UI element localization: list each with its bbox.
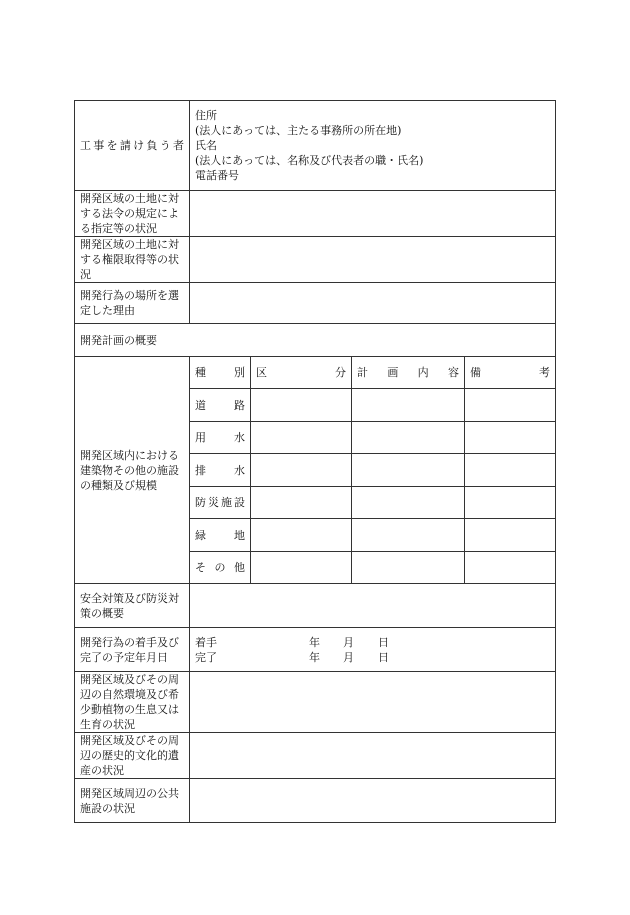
facility-type-green-space: 緑地	[190, 519, 251, 552]
plan-overview-row	[75, 324, 556, 357]
facility-plan	[352, 487, 465, 519]
finish-day-unit: 日	[378, 650, 389, 664]
start-label: 着手	[195, 635, 217, 649]
safety-overview-label: 安全対策及び防災対策の概要	[75, 584, 190, 628]
header-type: 種別	[190, 357, 251, 389]
header-plan: 計画内容	[352, 357, 465, 389]
contractor-row	[75, 101, 556, 191]
start-date-line	[195, 635, 550, 650]
facility-remarks	[465, 487, 556, 519]
finish-date-line	[195, 650, 550, 665]
facility-remarks	[465, 389, 556, 422]
heritage-row	[75, 733, 556, 779]
environment-row	[75, 672, 556, 733]
header-division: 区分	[251, 357, 352, 389]
facility-division	[251, 519, 352, 552]
facility-remarks	[465, 519, 556, 552]
phone-label: 電話番号	[195, 169, 239, 182]
name-label: 氏名	[195, 139, 217, 152]
legal-designation-label: 開発区域の土地に対する法令の規定による指定等の状況	[75, 191, 190, 237]
facility-division	[251, 552, 352, 584]
facility-plan	[352, 519, 465, 552]
facility-division	[251, 389, 352, 422]
rights-acquisition-row	[75, 237, 556, 283]
finish-label: 完了	[195, 650, 217, 664]
facility-division	[251, 454, 352, 487]
facility-division	[251, 487, 352, 519]
facility-plan	[352, 552, 465, 584]
facility-type-disaster-prevention: 防災施設	[190, 487, 251, 519]
contractor-label: 工事を請け負う者	[80, 139, 184, 152]
start-day-unit: 日	[378, 635, 389, 649]
legal-designation-value	[190, 191, 556, 237]
schedule-value	[190, 628, 556, 672]
start-year-unit: 年	[309, 635, 320, 649]
public-facilities-row	[75, 779, 556, 823]
public-facilities-value	[190, 779, 556, 823]
contractor-details-cell	[190, 101, 556, 191]
schedule-label: 開発行為の着手及び完了の予定年月日	[75, 628, 190, 672]
heritage-value	[190, 733, 556, 779]
facility-type-other: その他	[190, 552, 251, 584]
site-reason-label: 開発行為の場所を選定した理由	[75, 283, 190, 324]
facility-plan	[352, 422, 465, 454]
safety-overview-row	[75, 584, 556, 628]
facility-type-road: 道路	[190, 389, 251, 422]
legal-designation-row	[75, 191, 556, 237]
facilities-header-row	[75, 357, 556, 389]
facility-plan	[352, 389, 465, 422]
start-month-unit: 月	[343, 635, 354, 649]
contractor-label-cell	[75, 101, 190, 191]
facility-remarks	[465, 454, 556, 487]
safety-overview-value	[190, 584, 556, 628]
heritage-label: 開発区域及びその周辺の歴史的文化的遺産の状況	[75, 733, 190, 779]
address-label: 住所	[195, 109, 217, 122]
facility-division	[251, 422, 352, 454]
site-reason-value	[190, 283, 556, 324]
environment-label: 開発区域及びその周辺の自然環境及び希少動植物の生息又は生育の状況	[75, 672, 190, 733]
name-note: (法人にあっては、名称及び代表者の職・氏名)	[195, 154, 424, 167]
development-form-table	[74, 100, 556, 823]
facility-plan	[352, 454, 465, 487]
finish-month-unit: 月	[343, 650, 354, 664]
public-facilities-label: 開発区域周辺の公共施設の状況	[75, 779, 190, 823]
facility-remarks	[465, 422, 556, 454]
finish-year-unit: 年	[309, 650, 320, 664]
facility-type-water-supply: 用水	[190, 422, 251, 454]
site-reason-row	[75, 283, 556, 324]
facility-type-drainage: 排水	[190, 454, 251, 487]
rights-acquisition-label: 開発区域の土地に対する権限取得等の状況	[75, 237, 190, 283]
environment-value	[190, 672, 556, 733]
facilities-label: 開発区域内における建築物その他の施設の種類及び規模	[75, 357, 190, 584]
header-remarks: 備考	[465, 357, 556, 389]
schedule-row	[75, 628, 556, 672]
plan-overview-label: 開発計画の概要	[75, 324, 556, 357]
address-note: (法人にあっては、主たる事務所の所在地)	[195, 124, 402, 137]
rights-acquisition-value	[190, 237, 556, 283]
facility-remarks	[465, 552, 556, 584]
